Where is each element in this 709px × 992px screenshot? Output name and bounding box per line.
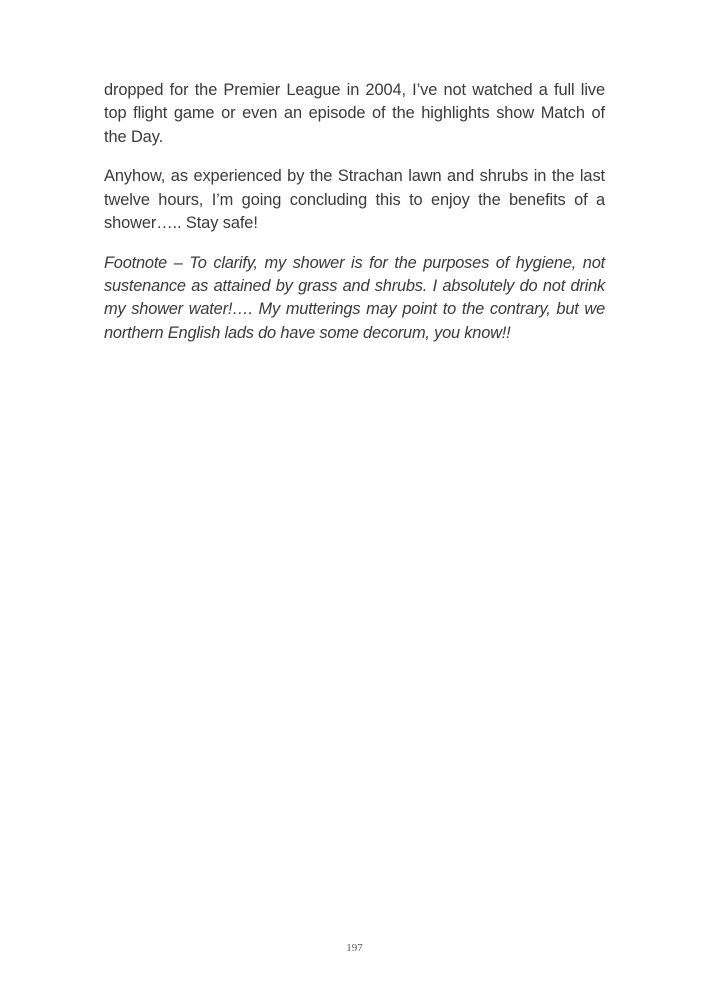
footnote: Footnote – To clarify, my shower is for the purposes of hygiene, not sustenance as attained by grass and shrubs. I absolutely do not drink my shower water!…. My mutterings may point to the contrary, but we northern English lads do have some decorum, you know!! — [104, 253, 605, 342]
paragraph: Anyhow, as experienced by the Strachan lawn and shrubs in the last twelve hours, I’m going concluding this to enjoy the benefits of a shower….. Stay safe! — [104, 167, 605, 232]
page-number: 197 — [346, 942, 363, 954]
body-text — [104, 79, 605, 361]
paragraph: dropped for the Premier League in 2004, I’ve not watched a full live top flight game or even an episode of the highlights show Match of the Day. — [104, 81, 605, 146]
